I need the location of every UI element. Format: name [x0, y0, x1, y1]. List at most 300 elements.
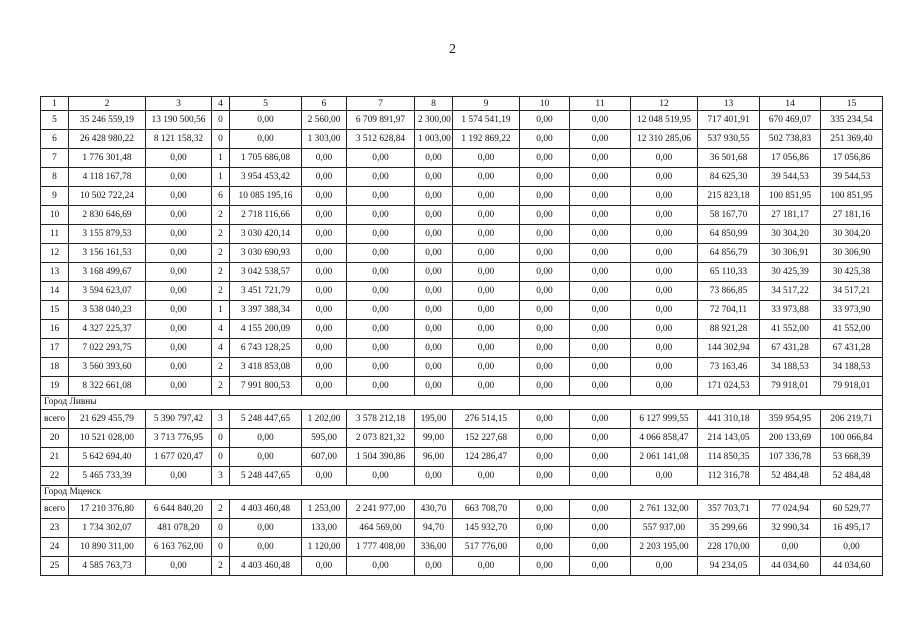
table-cell: 107 336,78 [760, 448, 821, 467]
table-cell: 0,00 [146, 467, 212, 486]
table-cell: 0,00 [631, 149, 698, 168]
table-cell: 3 156 161,53 [69, 244, 146, 263]
table-cell: 0,00 [570, 301, 631, 320]
table-cell: 100 851,95 [760, 187, 821, 206]
table-cell: 152 227,68 [453, 429, 520, 448]
table-cell: 3 578 212,18 [347, 410, 415, 429]
table-cell: 0,00 [520, 358, 570, 377]
table-cell: 0,00 [415, 301, 453, 320]
table-row [41, 282, 883, 301]
table-cell: 0,00 [230, 448, 302, 467]
table-cell: 1 677 020,47 [146, 448, 212, 467]
table-row [41, 339, 883, 358]
table-cell: 0,00 [347, 263, 415, 282]
table-cell: 0,00 [520, 500, 570, 519]
table-cell: 0,00 [520, 130, 570, 149]
table-cell: 35 299,66 [698, 519, 760, 538]
table-cell: 30 425,38 [821, 263, 883, 282]
table-cell: 0,00 [453, 358, 520, 377]
table-cell: 79 918,01 [821, 377, 883, 396]
table-cell: 44 034,60 [821, 557, 883, 576]
table-cell: 0 [212, 538, 230, 557]
table-cell: 430,70 [415, 500, 453, 519]
table-cell: 34 517,22 [760, 282, 821, 301]
table-cell: 24 [41, 538, 69, 557]
table-cell: 0,00 [520, 320, 570, 339]
table-cell: 4 585 763,73 [69, 557, 146, 576]
table-cell: 0,00 [570, 320, 631, 339]
table-cell: 0,00 [302, 263, 347, 282]
table-cell: 0,00 [570, 225, 631, 244]
table-cell: 0,00 [347, 467, 415, 486]
table-cell: 100 851,95 [821, 187, 883, 206]
table-cell: 0,00 [415, 168, 453, 187]
table-cell: 0,00 [520, 377, 570, 396]
table-cell: 663 708,70 [453, 500, 520, 519]
table-cell: 1 776 301,48 [69, 149, 146, 168]
table-cell: 1 [212, 149, 230, 168]
table-cell: 0 [212, 130, 230, 149]
table-cell: 0,00 [415, 377, 453, 396]
table-cell: 72 704,11 [698, 301, 760, 320]
table-cell: 1 777 408,00 [347, 538, 415, 557]
table-row [41, 244, 883, 263]
table-cell: 9 [41, 187, 69, 206]
table-cell: 215 823,18 [698, 187, 760, 206]
table-cell: 1 504 390,86 [347, 448, 415, 467]
table-cell: 14 [41, 282, 69, 301]
table-cell: 32 990,34 [760, 519, 821, 538]
table-row [41, 410, 883, 429]
table-cell: 0,00 [146, 358, 212, 377]
table-cell: 23 [41, 519, 69, 538]
table-cell: 200 133,69 [760, 429, 821, 448]
table-cell: 214 143,05 [698, 429, 760, 448]
table-cell: 6 163 762,00 [146, 538, 212, 557]
table-cell: 0,00 [520, 339, 570, 358]
table-cell: 0,00 [570, 263, 631, 282]
table-cell: 36 501,68 [698, 149, 760, 168]
table-cell: 0,00 [631, 225, 698, 244]
table-cell: 27 181,16 [821, 206, 883, 225]
table-cell: 502 738,83 [760, 130, 821, 149]
table-cell: 0,00 [302, 206, 347, 225]
table-cell: 0,00 [146, 187, 212, 206]
table-cell: 0,00 [302, 339, 347, 358]
table-cell: 2 [212, 377, 230, 396]
table-cell: 0,00 [570, 149, 631, 168]
table-cell: 481 078,20 [146, 519, 212, 538]
column-header: 12 [631, 97, 698, 111]
table-cell: 0,00 [347, 320, 415, 339]
table-cell: 464 569,00 [347, 519, 415, 538]
table-cell: 171 024,53 [698, 377, 760, 396]
table-cell: 30 306,91 [760, 244, 821, 263]
table-cell: 0,00 [631, 557, 698, 576]
table-cell: 112 316,78 [698, 467, 760, 486]
table-cell: 2 [212, 263, 230, 282]
table-cell: 1 003,00 [415, 130, 453, 149]
table-cell: 26 428 980,22 [69, 130, 146, 149]
table-cell: 357 703,71 [698, 500, 760, 519]
table-cell: 60 529,77 [821, 500, 883, 519]
table-cell: 0,00 [415, 244, 453, 263]
table-cell: 4 155 200,09 [230, 320, 302, 339]
table-cell: 0,00 [520, 467, 570, 486]
table-cell: 336,00 [415, 538, 453, 557]
table-cell: 64 850,99 [698, 225, 760, 244]
table-cell: 3 [212, 467, 230, 486]
table-cell: 1 734 302,07 [69, 519, 146, 538]
table-cell: 0,00 [570, 519, 631, 538]
table-cell: 5 248 447,65 [230, 410, 302, 429]
table-cell: 15 [41, 301, 69, 320]
table-cell: 96,00 [415, 448, 453, 467]
table-cell: 0,00 [347, 225, 415, 244]
table-cell: 19 [41, 377, 69, 396]
table-cell: 0,00 [631, 301, 698, 320]
table-cell: 13 [41, 263, 69, 282]
table-cell: 0,00 [415, 339, 453, 358]
table-cell: 0,00 [415, 149, 453, 168]
table-cell: 3 451 721,79 [230, 282, 302, 301]
table-cell: 3 594 623,07 [69, 282, 146, 301]
table-cell: 0,00 [453, 263, 520, 282]
table-cell: 34 188,53 [760, 358, 821, 377]
table-cell: 2 [212, 244, 230, 263]
table-cell: 0,00 [631, 206, 698, 225]
header-row [41, 97, 883, 111]
table-row [41, 206, 883, 225]
table-cell: 6 127 999,55 [631, 410, 698, 429]
table-cell: 30 304,20 [760, 225, 821, 244]
table-cell: 595,00 [302, 429, 347, 448]
table-cell: 0,00 [347, 339, 415, 358]
table-cell: 4 118 167,78 [69, 168, 146, 187]
table-cell: 8 [41, 168, 69, 187]
table-row [41, 519, 883, 538]
table-cell: 6 709 891,97 [347, 111, 415, 130]
table-cell: 133,00 [302, 519, 347, 538]
table-cell: 4 066 858,47 [631, 429, 698, 448]
table-cell: 3 397 388,34 [230, 301, 302, 320]
table-cell: 0,00 [230, 429, 302, 448]
column-header: 10 [520, 97, 570, 111]
table-cell: 3 560 393,60 [69, 358, 146, 377]
table-cell: 0,00 [302, 358, 347, 377]
table-cell: 0,00 [570, 244, 631, 263]
table-cell: 5 [41, 111, 69, 130]
table-cell: 44 034,60 [760, 557, 821, 576]
table-cell: 0,00 [570, 187, 631, 206]
table-cell: всего [41, 410, 69, 429]
table-cell: 0,00 [453, 187, 520, 206]
table-cell: 35 246 559,19 [69, 111, 146, 130]
table-cell: 0,00 [570, 467, 631, 486]
table-cell: 7 [41, 149, 69, 168]
table-cell: 73 163,46 [698, 358, 760, 377]
table-cell: 607,00 [302, 448, 347, 467]
table-cell: 4 403 460,48 [230, 557, 302, 576]
table-cell: 0,00 [302, 467, 347, 486]
table-cell: 4 [212, 320, 230, 339]
table-cell: 0 [212, 519, 230, 538]
section-row [41, 396, 883, 410]
table-cell: 0,00 [302, 149, 347, 168]
table-cell: 11 [41, 225, 69, 244]
table-cell: 0,00 [415, 225, 453, 244]
table-cell: 145 932,70 [453, 519, 520, 538]
table-cell: 0,00 [347, 187, 415, 206]
table-cell: 17 056,86 [821, 149, 883, 168]
table-cell: 441 310,18 [698, 410, 760, 429]
section-title: Город Мценск [41, 486, 883, 500]
table-cell: 0,00 [146, 168, 212, 187]
table-cell: 0,00 [415, 282, 453, 301]
table-cell: 0,00 [570, 206, 631, 225]
table-cell: 1 120,00 [302, 538, 347, 557]
table-cell: 1 [212, 301, 230, 320]
table-cell: 0,00 [570, 557, 631, 576]
table-cell: 52 484,48 [821, 467, 883, 486]
table-cell: 0,00 [520, 168, 570, 187]
table-cell: 0,00 [453, 244, 520, 263]
table-cell: 99,00 [415, 429, 453, 448]
table-cell: 21 [41, 448, 69, 467]
table-cell: 0,00 [453, 282, 520, 301]
table-header [41, 97, 883, 111]
table-cell: 0,00 [570, 377, 631, 396]
column-header: 13 [698, 97, 760, 111]
table-cell: 73 866,85 [698, 282, 760, 301]
table-cell: 0,00 [570, 130, 631, 149]
table-row [41, 187, 883, 206]
table-cell: 2 560,00 [302, 111, 347, 130]
table-cell: 20 [41, 429, 69, 448]
table-cell: 0,00 [631, 467, 698, 486]
table-cell: 30 425,39 [760, 263, 821, 282]
table-cell: 0,00 [302, 557, 347, 576]
table-cell: 0,00 [415, 320, 453, 339]
table-body [41, 111, 883, 576]
table-cell: 0,00 [146, 149, 212, 168]
table-cell: 0,00 [347, 301, 415, 320]
table-cell: 58 167,70 [698, 206, 760, 225]
table-cell: 0 [212, 448, 230, 467]
data-table [40, 96, 883, 576]
column-header: 6 [302, 97, 347, 111]
table-cell: 0,00 [631, 168, 698, 187]
table-cell: 0,00 [453, 301, 520, 320]
table-cell: 0,00 [302, 301, 347, 320]
table-cell: 6 [212, 187, 230, 206]
table-cell: 1 192 869,22 [453, 130, 520, 149]
table-cell: 251 369,40 [821, 130, 883, 149]
table-cell: 5 465 733,39 [69, 467, 146, 486]
table-row [41, 320, 883, 339]
column-header: 14 [760, 97, 821, 111]
table-cell: 3 168 499,67 [69, 263, 146, 282]
table-cell: 2 [212, 557, 230, 576]
table-cell: 39 544,53 [821, 168, 883, 187]
table-cell: 0,00 [302, 225, 347, 244]
table-cell: 1 574 541,19 [453, 111, 520, 130]
table-cell: 2 203 195,00 [631, 538, 698, 557]
table-cell: 114 850,35 [698, 448, 760, 467]
table-cell: 10 [41, 206, 69, 225]
table-cell: 77 024,94 [760, 500, 821, 519]
table-cell: 22 [41, 467, 69, 486]
table-cell: 0,00 [146, 282, 212, 301]
table-cell: 12 310 285,06 [631, 130, 698, 149]
table-cell: 0,00 [631, 187, 698, 206]
table-cell: 0,00 [415, 187, 453, 206]
table-cell: 0,00 [570, 429, 631, 448]
table-cell: 3 155 879,53 [69, 225, 146, 244]
table-cell: 0,00 [347, 557, 415, 576]
table-cell: 0,00 [570, 282, 631, 301]
table-cell: 7 022 293,75 [69, 339, 146, 358]
table-cell: 0,00 [302, 320, 347, 339]
table-cell: 39 544,53 [760, 168, 821, 187]
table-cell: 0,00 [146, 225, 212, 244]
table-cell: 67 431,28 [821, 339, 883, 358]
table-row [41, 538, 883, 557]
table-cell: 0,00 [146, 320, 212, 339]
table-cell: 33 973,88 [760, 301, 821, 320]
table-cell: 717 401,91 [698, 111, 760, 130]
table-cell: 0,00 [415, 263, 453, 282]
table-cell: 4 327 225,37 [69, 320, 146, 339]
table-cell: 2 300,00 [415, 111, 453, 130]
table-row [41, 149, 883, 168]
table-cell: 0,00 [570, 168, 631, 187]
table-cell: 2 761 132,00 [631, 500, 698, 519]
table-cell: 0,00 [520, 538, 570, 557]
table-cell: 30 304,20 [821, 225, 883, 244]
table-cell: 0,00 [302, 168, 347, 187]
table-cell: 2 073 821,32 [347, 429, 415, 448]
table-cell: 94 234,05 [698, 557, 760, 576]
table-cell: 94,70 [415, 519, 453, 538]
table-cell: 0,00 [520, 282, 570, 301]
table-cell: 0,00 [520, 111, 570, 130]
table-row [41, 377, 883, 396]
table-cell: 0,00 [520, 225, 570, 244]
table-cell: 52 484,48 [760, 467, 821, 486]
table-cell: 88 921,28 [698, 320, 760, 339]
table-row [41, 429, 883, 448]
table-cell: 3 713 776,95 [146, 429, 212, 448]
table-cell: 0,00 [453, 557, 520, 576]
column-header: 7 [347, 97, 415, 111]
table-cell: 84 625,30 [698, 168, 760, 187]
table-cell: 3 512 628,84 [347, 130, 415, 149]
table-cell: 0,00 [453, 225, 520, 244]
table-cell: 16 [41, 320, 69, 339]
table-cell: 0,00 [230, 130, 302, 149]
table-cell: 0,00 [347, 168, 415, 187]
table-cell: 16 495,17 [821, 519, 883, 538]
column-header: 11 [570, 97, 631, 111]
table-cell: 228 170,00 [698, 538, 760, 557]
table-cell: 33 973,90 [821, 301, 883, 320]
table-cell: 12 048 519,95 [631, 111, 698, 130]
table-cell: 0,00 [302, 377, 347, 396]
table-cell: 0,00 [520, 206, 570, 225]
table-cell: 0,00 [570, 538, 631, 557]
table-cell: 0,00 [520, 149, 570, 168]
table-cell: 0,00 [453, 320, 520, 339]
table-cell: 0,00 [146, 263, 212, 282]
table-cell: 3 030 690,93 [230, 244, 302, 263]
table-row [41, 557, 883, 576]
table-cell: 0,00 [631, 263, 698, 282]
table-cell: 0,00 [453, 206, 520, 225]
table-cell: 0,00 [520, 301, 570, 320]
table-cell: 0,00 [230, 111, 302, 130]
table-cell: 0,00 [570, 410, 631, 429]
table-row [41, 467, 883, 486]
table-cell: 53 668,39 [821, 448, 883, 467]
table-cell: 5 248 447,65 [230, 467, 302, 486]
table-cell: 1 [212, 168, 230, 187]
table-row [41, 358, 883, 377]
section-row [41, 486, 883, 500]
table-cell: 100 066,84 [821, 429, 883, 448]
table-cell: 0,00 [453, 149, 520, 168]
table-cell: 0,00 [230, 538, 302, 557]
table-cell: 41 552,00 [821, 320, 883, 339]
table-cell: 67 431,28 [760, 339, 821, 358]
table-cell: 21 629 455,79 [69, 410, 146, 429]
table-cell: 12 [41, 244, 69, 263]
table-cell: 3 538 040,23 [69, 301, 146, 320]
table-cell: 18 [41, 358, 69, 377]
table-cell: 276 514,15 [453, 410, 520, 429]
table-cell: 17 [41, 339, 69, 358]
table-cell: 6 644 840,20 [146, 500, 212, 519]
table-cell: 0,00 [347, 358, 415, 377]
table-cell: 0,00 [631, 377, 698, 396]
table-cell: 0,00 [520, 429, 570, 448]
table-cell: 359 954,95 [760, 410, 821, 429]
table-cell: 2 [212, 282, 230, 301]
table-cell: 0,00 [453, 339, 520, 358]
table-cell: 0,00 [570, 358, 631, 377]
table-cell: 25 [41, 557, 69, 576]
table-cell: 3 954 453,42 [230, 168, 302, 187]
table-cell: 0,00 [415, 358, 453, 377]
table-cell: 0,00 [453, 467, 520, 486]
table-cell: 0,00 [631, 320, 698, 339]
table-cell: 2 [212, 206, 230, 225]
table-cell: 0,00 [520, 448, 570, 467]
table-cell: 0 [212, 111, 230, 130]
table-row [41, 225, 883, 244]
table-cell: 0,00 [520, 557, 570, 576]
table-cell: 1 705 686,08 [230, 149, 302, 168]
table-cell: 5 642 694,40 [69, 448, 146, 467]
table-cell: 2 061 141,08 [631, 448, 698, 467]
table-cell: 17 210 376,80 [69, 500, 146, 519]
column-header: 15 [821, 97, 883, 111]
table-cell: 0,00 [520, 244, 570, 263]
table-cell: 3 [212, 410, 230, 429]
table-cell: 124 286,47 [453, 448, 520, 467]
column-header: 8 [415, 97, 453, 111]
table-cell: 670 469,07 [760, 111, 821, 130]
